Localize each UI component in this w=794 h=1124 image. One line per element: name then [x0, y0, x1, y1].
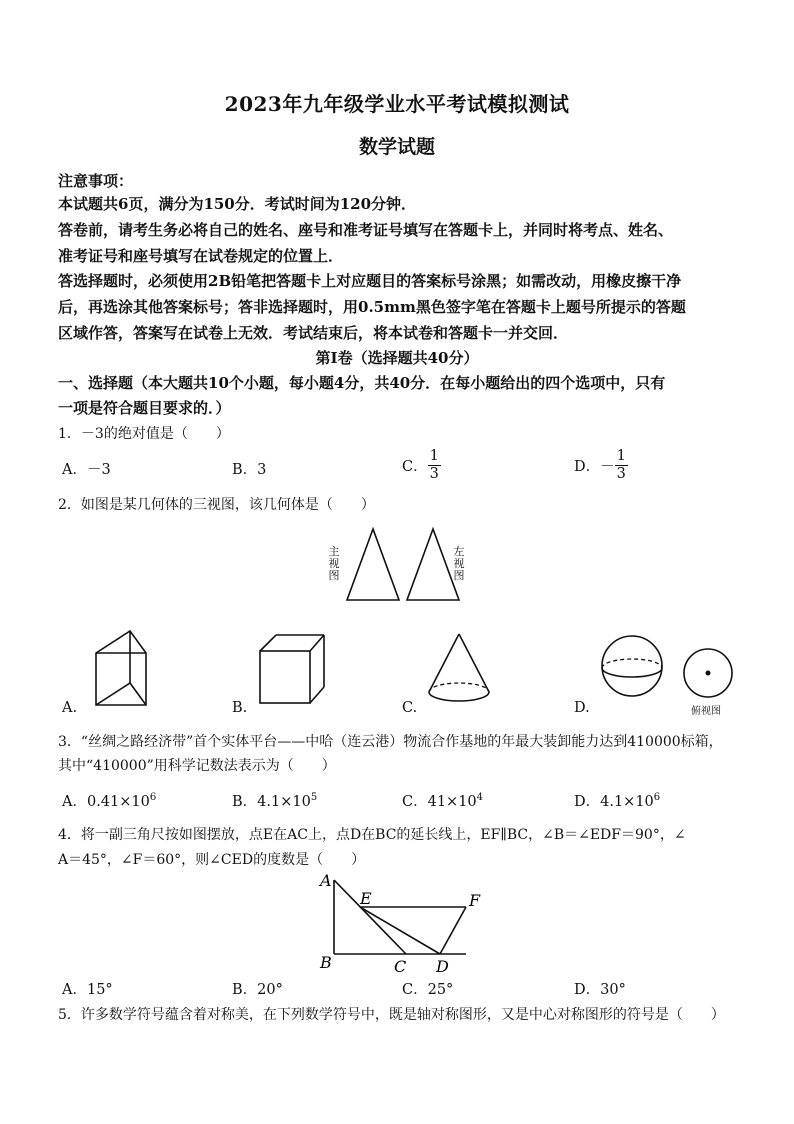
q3-stem-1: 3．“丝绸之路经济带”首个实体平台——中哈（连云港）物流合作基地的年最大装卸能力达到410000标箱， — [58, 734, 723, 750]
q2-option-c: C. — [402, 700, 418, 716]
notes-line-5: 后，再选涂其他答案标号；答非选择题时，用0.5mm黑色签字笔在答题卡上题号所提示的答题 — [58, 298, 686, 316]
q3-c-exp: 4 — [476, 792, 484, 804]
numerator: 1 — [429, 448, 439, 464]
q4-stem-1: 4．将一副三角尺按如图摆放，点E在AC上，点D在BC的延长线上，EF∥BC，∠B＝∠EDF＝90°，∠ — [58, 827, 686, 843]
top-view-label: 俯视图 — [691, 706, 721, 717]
q1-option-d — [574, 448, 628, 483]
q3-a-exp: 6 — [149, 792, 157, 804]
cube-figure — [252, 625, 332, 715]
q3-d-base: D．4.1×10 — [574, 794, 654, 810]
denominator: 3 — [429, 466, 439, 482]
q4-option-c: C．25° — [402, 982, 454, 998]
q2-option-a: A. — [62, 700, 78, 716]
q5-stem: 5．许多数学符号蕴含着对称美，在下列数学符号中，既是轴对称图形，又是中心对称图形的符号是（ ） — [58, 1007, 725, 1023]
q2-stem: 2．如图是某几何体的三视图，该几何体是（ ） — [58, 497, 375, 513]
q3-a-base: A．0.41×10 — [62, 794, 150, 810]
left-view-label: 左 视 图 — [453, 545, 465, 582]
q4-option-d: D．30° — [574, 982, 626, 998]
notes-line-2: 答卷前，请考生务必将自己的姓名、座号和准考证号填写在答题卡上，并同时将考点、姓名、 — [58, 221, 674, 239]
section-line-2: 一项是符合题目要求的．） — [58, 399, 231, 417]
cone-figure — [424, 630, 494, 720]
q3-c-base: C．41×10 — [402, 794, 477, 810]
q1-stem: 1．－3的绝对值是（ ） — [58, 426, 230, 442]
front-view-label: 主 视 图 — [328, 545, 340, 582]
subject-title: 数学试题 — [358, 136, 435, 158]
q3-option-b — [232, 790, 317, 811]
fraction — [428, 448, 441, 483]
notes-line-1: 本试题共6页，满分为150分．考试时间为120分钟． — [58, 195, 417, 213]
q4-option-a: A．15° — [62, 982, 113, 998]
q3-stem-2: 其中“410000”用科学记数法表示为（ ） — [58, 758, 336, 774]
label-e: E — [360, 889, 372, 908]
notes-heading: 注意事项： — [58, 172, 134, 190]
prism-figure — [88, 625, 168, 715]
exam-title: 2023年九年级学业水平考试模拟测试 — [224, 92, 570, 116]
section-line-1: 一、选择题（本大题共10个小题，每小题4分，共40分．在每小题给出的四个选项中，只有 — [58, 374, 666, 392]
part1-title: 第Ⅰ卷（选择题共40分） — [315, 349, 479, 367]
notes-line-6: 区域作答，答案写在试卷上无效．考试结束后，将本试卷和答题卡一并交回． — [58, 324, 569, 342]
label-d: D — [436, 957, 449, 976]
fraction — [615, 448, 628, 483]
q3-b-base: B．4.1×10 — [232, 794, 311, 810]
label-a: A — [320, 871, 332, 890]
q1-option-d-label: D．－ — [574, 459, 615, 475]
q3-option-c — [402, 790, 483, 811]
sphere-figure — [598, 630, 678, 710]
q1-option-c-label: C． — [402, 459, 428, 475]
q2-option-d: D. — [574, 700, 590, 716]
q4-option-b: B．20° — [232, 982, 283, 998]
q3-d-exp: 6 — [653, 792, 661, 804]
denominator: 3 — [616, 466, 626, 482]
q1-option-a: A．－3 — [62, 462, 111, 478]
q4-stem-2: A＝45°，∠F＝60°，则∠CED的度数是（ ） — [58, 852, 366, 868]
notes-line-4: 答选择题时，必须使用2B铅笔把答题卡上对应题目的答案标号涂黑；如需改动，用橡皮擦干净 — [58, 272, 682, 290]
notes-line-3: 准考证号和座号填写在试卷规定的位置上． — [58, 247, 344, 265]
numerator: 1 — [616, 448, 626, 464]
q1-option-c — [402, 448, 441, 483]
q2-option-b: B. — [232, 700, 248, 716]
q3-option-a — [62, 790, 156, 811]
q3-b-exp: 5 — [310, 792, 318, 804]
front-view-triangle — [343, 527, 403, 607]
label-f: F — [469, 891, 481, 910]
top-view-circle — [680, 645, 740, 705]
label-c: C — [394, 957, 407, 976]
q3-option-d — [574, 790, 660, 811]
label-b: B — [320, 953, 332, 972]
triangle-ruler-figure — [316, 870, 496, 980]
q1-option-b: B．3 — [232, 462, 267, 478]
